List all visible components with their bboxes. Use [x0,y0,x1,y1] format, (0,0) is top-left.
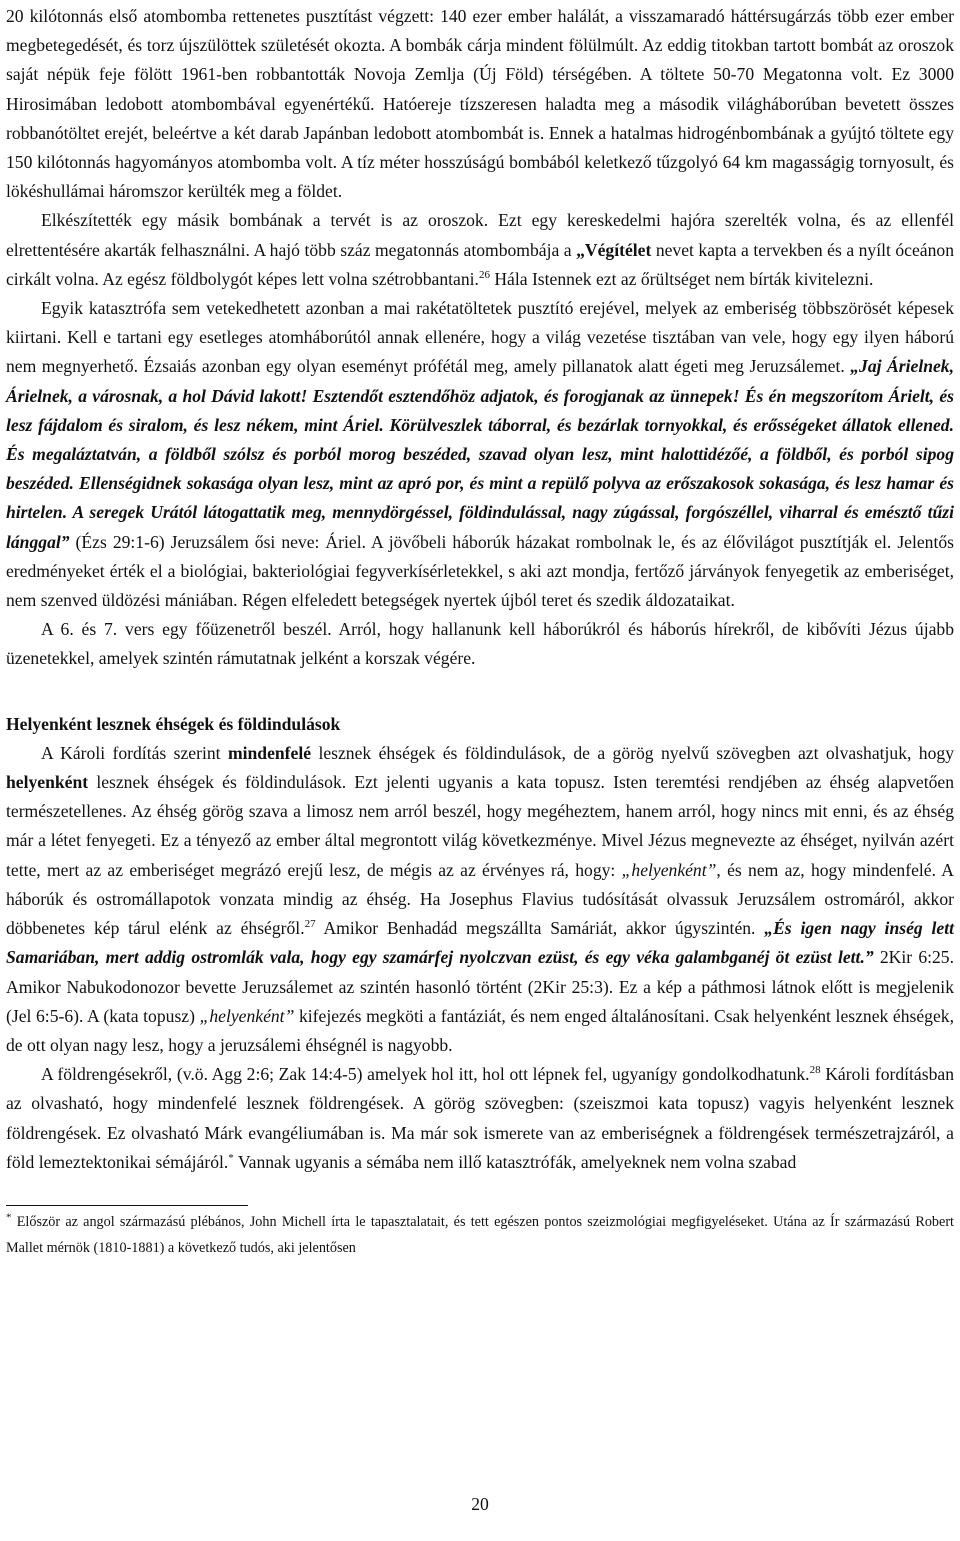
paragraph-famines [6,739,954,1060]
italic-term-helyenkent: „helyenként” [621,859,717,880]
bold-term-vegitelet: „Végítélet [576,239,652,260]
paragraph-doomsday-bomb [6,206,954,294]
paragraph-tsar-bomba [6,2,954,206]
text-run: Amikor Benhadád megszállta Samáriát, akkor úgyszintén. [315,918,765,939]
text-run: , és nem az, hogy mindenfelé. A háborúk és ostromállapotok vonzata mindig az éhség. Ha Josephus Flavius tudósítását olvassuk Jeruzsálem ostromáról, akkor döbbenetes kép tárul elénk az éhségről. [6,859,955,939]
scripture-quote-isaiah: „Jaj Árielnek, Árielnek, a városnak, a hol Dávid lakott! Esztendőt esztendőhöz adjatok, és forogjanak az ünnepek! És én megszorítom Árielt, és lesz fájdalom és siralom, és lesz nékem, mint Áriel. Körülveszlek táborral, és bezárlak tornyokkal, és erősségeket állatok ellened. És megaláztatván, a földből szólsz és porból morog beszéded, szavad olyan lesz, mint halottidézőé, a földből, és porból sipog beszéded. Ellenségidnek sokasága olyan lesz, mint az apró por, és mint a repülő polyva az erőszakosok sokasága, és lesz hamar és hirtelen. A seregek Urától látogattatik meg, mennydörgéssel, földindulással, nagy zúgással, forgószéllel, viharral és emésztő tűzi lánggal” [6,356,954,552]
text-run: 20 kilótonnás első atombomba rettenetes pusztítást végzett: 140 ezer ember halálát, a visszamaradó háttérsugárzás több ezer ember megbetegedését, és torz újszülöttek születését okozta. A bombák cárja mindent fölülmúlt. Az eddig titokban tartott bombát az oroszok saját népük feje fölött 1961-ben robbantották Novoja Zemlja (Új Föld) térségében. A töltete 50-70 Megatonna volt. Ez 3000 Hirosimában ledobott atombombával egyenértékű. Hatóereje tízszeresen haladta meg a második világháborúban bevetett összes robbanótöltet erejét, beleértve a két darab Japánban ledobott atombombát is. Ennek a hatalmas hidrogénbombának a gyújtó töltete egy 150 kilótonnás hagyományos atombomba volt. A tíz méter hosszúságú bombából keletkező tűzgolyó 64 km magasságig tornyosult, és lökéshullámai háromszor kerülték meg a földet. [6,6,954,202]
bold-term-helyenkent: helyenként [6,772,89,793]
text-run: Vannak ugyanis a sémába nem illő katasztrófák, amelyeknek nem volna szabad [233,1151,797,1172]
text-run: lesznek éhségek és földindulások, de a görög nyelvű szövegben azt olvashatjuk, hogy [311,742,954,763]
footnote-text: Először az angol származású plébános, John Michell írta le tapasztalatait, és tett egészen pontos szeizmológiai megfigyeléseket. Utána az Ír származású Robert Mallet mérnök (1810-1881) a következő tudós, aki jelentősen [6,1213,954,1256]
page-number: 20 [471,1494,489,1514]
text-run: Elkészítették egy másik bombának a tervét is az oroszok. Ezt egy kereskedelmi hajóra szerelték volna, és az ellenfél elrettentésére akarták felhasználni. A hajó több száz megatonnás atombombája a [6,210,954,260]
paragraph-earthquakes [6,1060,954,1177]
document-page [6,2,954,1261]
footnote-mark: * [6,1211,12,1224]
bold-term-mindenfele: mindenfelé [227,742,312,763]
paragraph-verses-6-7 [6,615,954,673]
paragraph-ariel-prophecy [6,294,954,615]
section-heading: Helyenként lesznek éhségek és földindulások [6,713,341,734]
text-run: 2Kir 6:25. Amikor Nabukodonozor bevette Jeruzsálemet az szintén hasonló történt (2Kir 25:3). Ez a kép a páthmosi látnok előtt is megjelenik (Jel 6:5-6). A (kata topusz) [6,947,954,1026]
footnote-asterisk [6,1210,954,1261]
text-run: kifejezés megköti a fantáziát, és nem enged általánosítani. Csak helyenként lesznek éhségek, de ott olyan nagy lesz, hogy a jeruzsálemi éhségnél is nagyobb. [6,1005,954,1055]
text-run: Egyik katasztrófa sem vetekedhetett azonban a mai rakétatöltetek pusztító erejével, melyek az emberiség többszörösét képesek kiirtani. Kell e tartani egy esetleges atomháborútól annak ellenére, hogy a világ vezetése tisztában van vele, hogy egy ilyen háború nem megnyerhető. Ézsaiás azonban egy olyan eseményt prófétál meg, amely pillanatok alatt égeti meg Jeruzsálemet. [6,298,954,377]
footnote-ref-asterisk[interactable]: * [228,1151,234,1164]
text-run: lesznek éhségek és földindulások. Ezt jelenti ugyanis a kata topusz. Isten teremtési rendjében az éhség alapvetően természetellenes. Az éhség görög szava a limosz nem arról beszél, hogy megéheztem, hanem arról, hogy nincs mit enni, és az éhség már a létet fenyegeti. Ez a tényező az ember által megrontott világ következménye. Mivel Jézus megnevezte az éhséget, nyilván azért tette, mert az az emberiséget megrázó erejű lesz, de mégis az az érvényes rá, hogy: [6,772,954,880]
text-run: Hála Istennek ezt az őrültséget nem bírták kivitelezni. [489,268,874,289]
scripture-quote-2-kings: „És igen nagy inség lett Samariában, mert addig ostromlák vala, hogy egy szamárfej nyolczvan ezüst, és egy véka galambganéj öt ezüst lett.” [6,918,954,968]
text-run: A 6. és 7. vers egy főüzenetről beszél. Arról, hogy hallanunk kell háborúkról és háborús hírekről, de kibővíti Jézus újabb üzenetekkel, amelyek szintén rámutatnak jelként a korszak végére. [6,619,954,669]
text-run: A Károli fordítás szerint [41,742,228,763]
text-run: (Ézs 29:1-6) Jeruzsálem ősi neve: Áriel. A jövőbeli háborúk házakat rombolnak le, és az élővilágot pusztítják el. Jelentős eredményeket érték el a biológiai, bakteriológiai fegyverkísérletekkel, s aki azt mondja, fertőző járványok fenyegetik az emberiséget, nem szenved üldözési mániában. Régen elfeledett betegségek nyertek újból teret és szedik áldozataikat. [6,531,954,611]
text-run: A földrengésekről, (v.ö. Agg 2:6; Zak 14:4-5) amelyek hol itt, hol ott lépnek fel, ugyanígy gondolkodhatunk. [41,1064,810,1085]
text-run: Károli fordításban az olvasható, hogy mindenfelé lesznek földrengések. A görög szövegben: (szeiszmoi kata topusz) vagyis helyenként lesznek földrengések. Ez olvasható Márk evangéliumában is. Ma már sok ismerete van az emberiségnek a földrengések természetrajzáról, a föld lemeztektonikai sémájáról. [6,1064,954,1172]
footnote-ref-28[interactable]: 28 [809,1064,821,1077]
footnote-separator [6,1205,248,1206]
footnote-ref-27[interactable]: 27 [304,918,316,931]
italic-term-helyenkent-2: „helyenként” [199,1005,295,1026]
text-run: nevet kapta a tervekben és a nyílt óceánon cirkált volna. Az egész földbolygót képes lett volna szétrobbantani. [6,239,954,289]
footnote-ref-26[interactable]: 26 [478,268,490,281]
